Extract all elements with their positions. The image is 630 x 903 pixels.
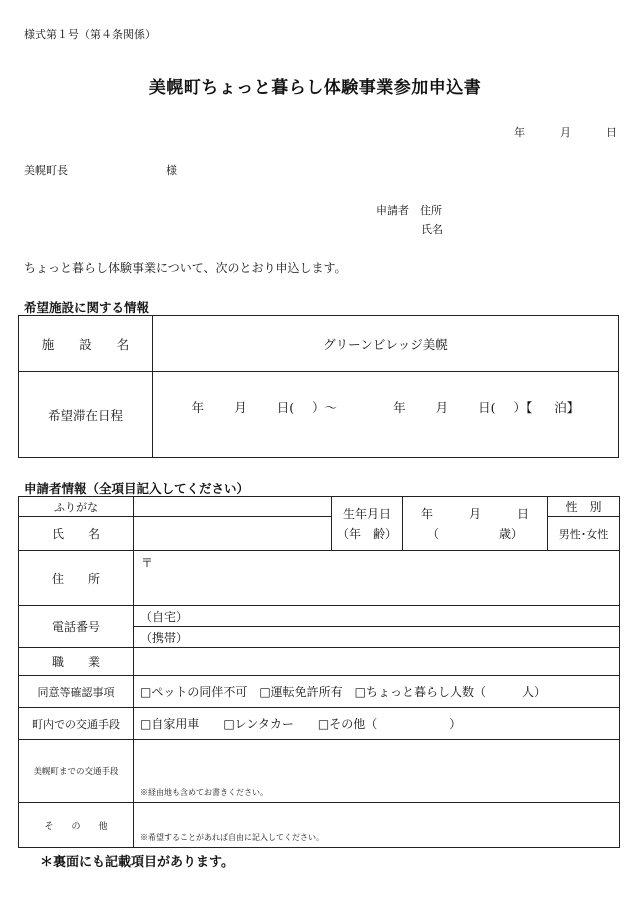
local-transport-field[interactable]: □自家用車 □レンタカー □その他（ ）	[134, 708, 620, 740]
applicant-section-heading: 申請者情報（全項目記入してください）	[24, 481, 250, 496]
name-label: 氏 名	[19, 517, 134, 551]
address-field[interactable]	[134, 551, 620, 606]
stay-paren-2: ）【	[513, 399, 533, 415]
birth-label-2: （年 齢）	[336, 526, 397, 541]
stay-paren-1: ）～	[312, 399, 338, 415]
date-month: 月	[560, 126, 571, 139]
facility-name-value: グリーンビレッジ美幌	[153, 316, 619, 372]
name-field[interactable]	[134, 517, 332, 551]
stay-day-1: 日(	[276, 399, 295, 415]
consent-field[interactable]: □ペットの同伴不可 □運転免許所有 □ちょっと暮らし人数（ 人）	[134, 676, 620, 708]
date-day: 日	[606, 126, 617, 139]
other-label: そ の 他	[19, 803, 134, 848]
furigana-label: ふりがな	[19, 497, 134, 517]
birth-value-1: 年 月 日	[420, 506, 529, 521]
applicant-table	[18, 496, 620, 848]
gender-label: 性 別	[548, 497, 620, 517]
facility-name-label: 施 設 名	[19, 316, 153, 372]
addressee: 美幌町長	[24, 164, 68, 177]
access-label: 美幌町までの交通手段	[19, 740, 134, 803]
page-title: 美幌町ちょっと暮らし体験事業参加申込書	[148, 78, 482, 98]
facility-section-heading: 希望施設に関する情報	[24, 300, 150, 315]
addressee-honorific: 様	[166, 164, 177, 177]
stay-schedule-label: 希望滞在日程	[19, 372, 153, 458]
local-transport-label: 町内での交通手段	[19, 708, 134, 740]
phone-home-field[interactable]: （自宅）	[134, 606, 620, 627]
birth-label-1: 生年月日	[342, 506, 391, 521]
stay-nights: 泊】	[554, 399, 580, 415]
other-field[interactable]	[134, 803, 620, 848]
address-label: 住 所	[19, 551, 134, 606]
stay-month-1: 月	[234, 399, 247, 415]
access-field[interactable]	[134, 740, 620, 803]
footer-note: ＊裏面にも記載項目があります。	[40, 855, 234, 870]
stay-year-2: 年	[393, 399, 406, 415]
furigana-field[interactable]	[134, 497, 332, 517]
birth-label	[332, 497, 403, 551]
stay-year-1: 年	[191, 399, 205, 415]
phone-mobile-field[interactable]: （携帯）	[134, 627, 620, 648]
job-label: 職 業	[19, 648, 134, 676]
birth-field[interactable]	[403, 497, 548, 551]
birth-value-2: （ 歳）	[426, 526, 523, 541]
gender-field[interactable]: 男性･女性	[548, 517, 620, 551]
date-line	[514, 124, 617, 140]
intro-text: ちょっと暮らし体験事業について、次のとおり申込します。	[24, 261, 347, 275]
access-note: ※経由地も含めてお書きください。	[140, 788, 268, 797]
other-note: ※希望することがあれば自由に記入してください。	[140, 833, 324, 842]
applicant-name-label: 氏名	[421, 223, 443, 236]
stay-day-2: 日(	[478, 399, 496, 415]
zip-symbol: 〒	[141, 556, 154, 570]
form-number: 様式第１号（第４条関係）	[24, 28, 156, 41]
applicant-address-label: 申請者 住所	[376, 204, 442, 217]
stay-month-2: 月	[435, 399, 449, 415]
phone-label: 電話番号	[19, 606, 134, 648]
facility-table	[18, 315, 619, 458]
consent-label: 同意等確認事項	[19, 676, 134, 708]
stay-schedule-field[interactable]	[153, 372, 619, 458]
date-year: 年	[514, 126, 525, 139]
job-field[interactable]	[134, 648, 620, 676]
